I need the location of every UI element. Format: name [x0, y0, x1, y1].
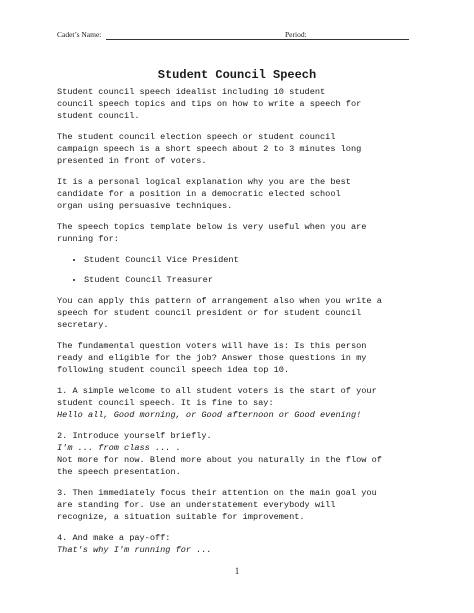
- item-2-after: Not more for now. Blend more about you naturally in the flow of the speech presentation.: [57, 455, 382, 477]
- period-label: Period:: [285, 30, 307, 39]
- question-paragraph: The fundamental question voters will have is: Is this person ready and eligible for the job? Answer those questions in my following student council speech idea top 10.: [57, 341, 367, 375]
- intro-paragraph: Student council speech idealist including 10 student council speech topics and tips on how to write a speech for student council.: [57, 87, 362, 121]
- item-1-text: 1. A simple welcome to all student voters is the start of your student council speech. It is fine to say:: [57, 386, 377, 408]
- item-2-example: I'm ... from class ... .: [57, 443, 181, 453]
- cadet-name-line: [106, 39, 325, 40]
- item-4: [57, 532, 419, 556]
- item-2-text: 2. Introduce yourself briefly.: [57, 431, 212, 441]
- page-title: Student Council Speech: [157, 68, 317, 82]
- list-item: • Student Council Treasurer: [84, 274, 419, 286]
- template-paragraph: The speech topics template below is very useful when you are running for:: [57, 222, 367, 244]
- list-item: • Student Council Vice President: [84, 254, 419, 266]
- page-header: [57, 30, 434, 42]
- period-line: [310, 39, 409, 40]
- item-4-text: 4. And make a pay-off:: [57, 533, 171, 543]
- document-body: [57, 86, 419, 565]
- cadet-name-label: Cadet’s Name:: [57, 30, 102, 39]
- page-number: 1: [234, 566, 240, 576]
- item-2: [57, 430, 419, 478]
- definition-paragraph: The student council election speech or student council campaign speech is a short speech about 2 to 3 minutes long presented in front of voters.: [57, 132, 362, 166]
- item-3: 3. Then immediately focus their attention on the main goal you are standing for. Use an understatement everybody will recognize, a situation suitable for improvement.: [57, 488, 377, 522]
- explanation-paragraph: It is a personal logical explanation why you are the best candidate for a position in a democratic elected school organ using persuasive techniques.: [57, 177, 351, 211]
- item-4-example: That's why I'm running for ...: [57, 545, 212, 555]
- position-list: [57, 254, 419, 286]
- item-1-example: Hello all, Good morning, or Good afternoon or Good evening!: [57, 410, 362, 420]
- item-1: [57, 385, 419, 421]
- pattern-paragraph: You can apply this pattern of arrangement also when you write a speech for student council president or for student council secretary.: [57, 296, 382, 330]
